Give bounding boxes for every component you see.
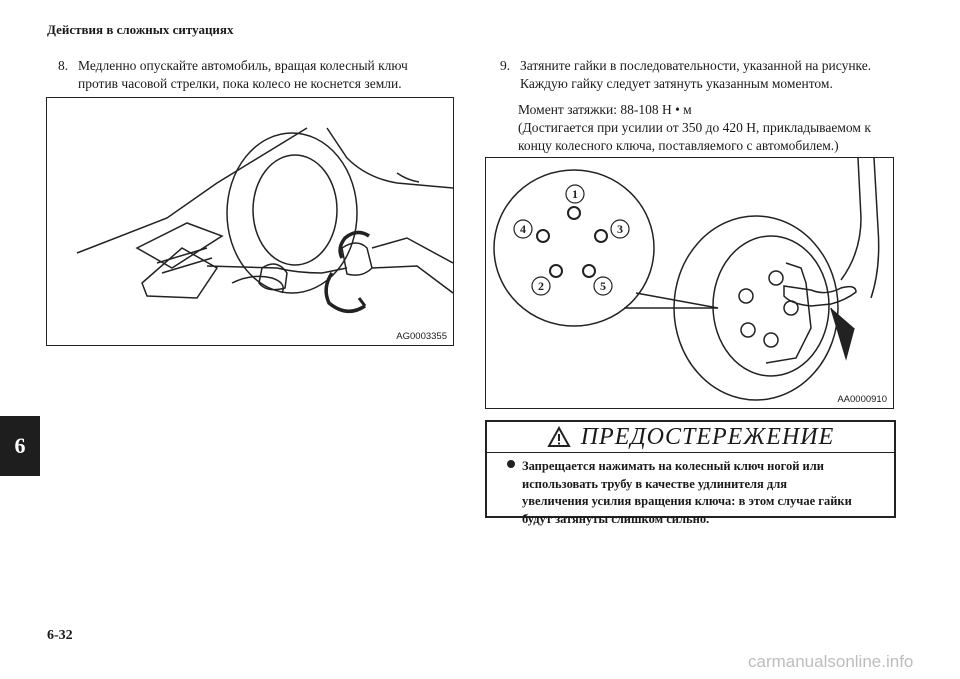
- nut-sequence-illustration: [486, 158, 893, 408]
- warning-triangle-icon: [547, 426, 571, 448]
- torque-value: Момент затяжки: 88-108 Н • м: [518, 102, 692, 117]
- step-9-number: 9.: [500, 58, 511, 73]
- step-9-text: Затяните гайки в последовательности, указанной на рисунке. Каждую гайку следует затянуть указанным моментом.: [520, 58, 872, 91]
- page-number: 6-32: [47, 628, 73, 643]
- nut-label-4: 4: [520, 222, 526, 236]
- warning-header: [487, 422, 894, 453]
- nut-label-5: 5: [600, 279, 606, 293]
- nut-label-3: 3: [617, 222, 623, 236]
- figure-2-code: AA0000910: [837, 394, 887, 405]
- step-8-number: 8.: [58, 58, 69, 73]
- step-9: [500, 57, 900, 93]
- warning-text: Запрещается нажимать на колесный ключ ногой или использовать трубу в качестве удлинителя для увеличения усилия вращения ключа: в этом случае гайки будут затянуты слишком сильно.: [522, 459, 852, 526]
- step-8-text: Медленно опускайте автомобиль, вращая колесный ключ против часовой стрелки, пока колесо не коснется земли.: [78, 58, 408, 91]
- warning-box: [485, 420, 896, 526]
- jack-lowering-illustration: [47, 98, 453, 345]
- section-header: Действия в сложных ситуациях: [47, 22, 234, 37]
- warning-title: ПРЕДОСТЕРЕЖЕНИЕ: [580, 423, 835, 450]
- nut-sequence-figure: [485, 157, 894, 409]
- nut-label-1: 1: [572, 187, 578, 201]
- watermark: carmanualsonline.info: [748, 652, 914, 671]
- torque-note: (Достигается при усилии от 350 до 420 Н, прикладываемом к концу колесного ключа, поставляемого с автомобилем.): [518, 120, 871, 153]
- figure-1-code: AG0003355: [396, 331, 447, 342]
- bullet-icon: [507, 460, 515, 468]
- nut-label-2: 2: [538, 279, 544, 293]
- torque-spec: [518, 101, 898, 155]
- jack-lowering-figure: [46, 97, 454, 346]
- section-tab: 6: [0, 416, 40, 476]
- step-8: [58, 57, 448, 93]
